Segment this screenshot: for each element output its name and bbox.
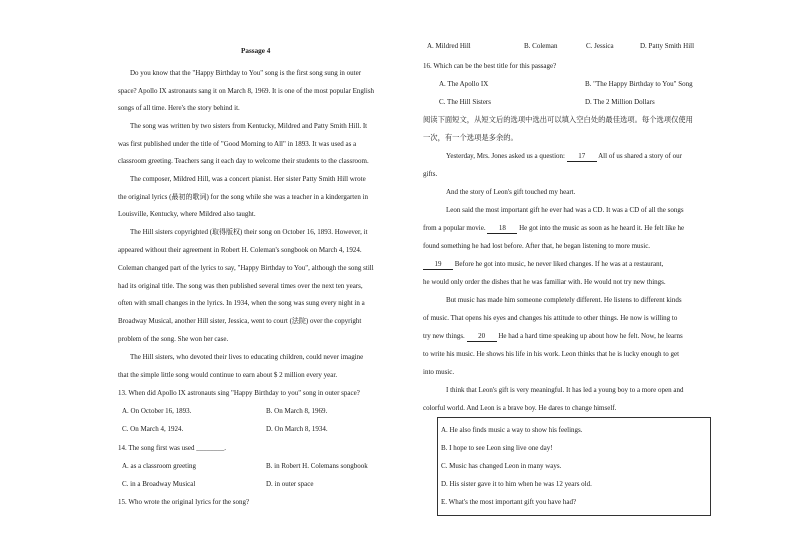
story-text: try new things. xyxy=(423,332,465,340)
paragraph-line: problem of the song. She won her case. xyxy=(118,335,229,343)
story-line: Leon said the most important gift he ever had was a CD. It was a CD of all the songs xyxy=(446,206,684,214)
paragraph-line: The composer, Mildred Hill, was a concert pianist. Her sister Patty Smith Hill wrote xyxy=(130,175,366,183)
story-text: Yesterday, Mrs. Jones asked us a question: xyxy=(446,152,565,160)
option-15a[interactable]: A. Mildred Hill xyxy=(427,42,471,50)
option-15c[interactable]: C. Jessica xyxy=(586,42,614,50)
paragraph-line: space? Apollo IX astronauts sang it on March 8, 1969. It is one of the most popular English xyxy=(118,87,375,95)
story-line: colorful world. And Leon is a brave boy. He dares to change himself. xyxy=(423,404,617,412)
option-14c[interactable]: C. in a Broadway Musical xyxy=(122,480,196,488)
paragraph-line: that the simple little song would continue to earn about $ 2 million every year. xyxy=(118,371,338,379)
box-option-c[interactable]: C. Music has changed Leon in many ways. xyxy=(441,462,562,470)
blank-20[interactable]: 20 xyxy=(467,331,497,342)
story-line xyxy=(423,331,683,342)
story-text: from a popular movie. xyxy=(423,224,486,232)
story-text: He had a hard time speaking up about how he felt. Now, he learns xyxy=(498,332,683,340)
story-line xyxy=(446,151,682,162)
story-line: into music. xyxy=(423,368,455,376)
question-16: 16. Which can be the best title for this passage? xyxy=(423,62,557,70)
box-option-d[interactable]: D. His sister gave it to him when he was 12 years old. xyxy=(441,480,592,488)
story-text: All of us shared a story of our xyxy=(598,152,682,160)
blank-19[interactable]: 19 xyxy=(423,259,453,270)
paragraph-line: often with small changes in the lyrics. In 1934, when the song was sung every night in a xyxy=(118,299,365,307)
paragraph-line: the original lyrics (最初的歌词) for the song while she was a teacher in a kindergarten in xyxy=(118,193,369,201)
question-14: 14. The song first was used ________. xyxy=(118,444,226,452)
paragraph-line: The Hill sisters, who devoted their lives to educating children, could never imagine xyxy=(130,353,364,361)
option-14b[interactable]: B. in Robert H. Colemans songbook xyxy=(266,462,368,470)
story-line: he would only order the dishes that he was familiar with. He would not try new things. xyxy=(423,278,666,286)
story-line: found something he had lost before. After that, he began listening to more music. xyxy=(423,242,651,250)
paragraph-line: had its original title. The song was then published several times over the next ten years, xyxy=(118,282,363,290)
option-16b[interactable]: B. "The Happy Birthday to You" Song xyxy=(585,80,693,88)
option-16d[interactable]: D. The 2 Million Dollars xyxy=(585,98,655,106)
paragraph-line: appeared without their agreement in Robert H. Coleman's songbook on March 4, 1924. xyxy=(118,246,362,254)
option-13a[interactable]: A. On October 16, 1893. xyxy=(122,407,192,415)
story-line xyxy=(423,259,663,270)
box-option-a[interactable]: A. He also finds music a way to show his feelings. xyxy=(441,426,583,434)
paragraph-line: The Hill sisters copyrighted (取得版权) their song on October 16, 1893. However, it xyxy=(130,228,368,236)
option-15d[interactable]: D. Patty Smith Hill xyxy=(640,42,695,50)
paragraph-line: Louisville, Kentucky, where Mildred also taught. xyxy=(118,210,256,218)
paragraph-line: was first published under the title of "Good Morning to All" in 1893. It was used as a xyxy=(118,140,357,148)
story-line: to write his music. He shows his life in his work. Leon thinks that he is lucky enough to get xyxy=(423,350,680,358)
paragraph-line: Coleman changed part of the lyrics to say, "Happy Birthday to You", although the song still xyxy=(118,264,374,272)
blank-18[interactable]: 18 xyxy=(487,223,517,234)
option-14d[interactable]: D. in outer space xyxy=(266,480,314,488)
story-line: gifts. xyxy=(423,170,438,178)
paragraph-line: classroom greeting. Teachers sang it each day to welcome their students to the classroom. xyxy=(118,157,369,165)
option-13b[interactable]: B. On March 8, 1969. xyxy=(266,407,328,415)
story-line: And the story of Leon's gift touched my heart. xyxy=(446,188,576,196)
option-13d[interactable]: D. On March 8, 1934. xyxy=(266,425,328,433)
paragraph-line: Do you know that the "Happy Birthday to You" song is the first song sung in outer xyxy=(130,69,362,77)
option-14a[interactable]: A. as a classroom greeting xyxy=(122,462,197,470)
option-15b[interactable]: B. Coleman xyxy=(524,42,558,50)
paragraph-line: Broadway Musical, another Hill sister, Jessica, went to court (法院) over the copyright xyxy=(118,317,362,325)
box-option-b[interactable]: B. I hope to see Leon sing live one day! xyxy=(441,444,553,452)
story-line: I think that Leon's gift is very meaningful. It has led a young boy to a more open and xyxy=(446,386,684,394)
option-16c[interactable]: C. The Hill Sisters xyxy=(439,98,491,106)
instruction-line: 阅读下面短文，从短文后的选项中选出可以填入空白处的最佳选项。每个选项仅使用 xyxy=(423,115,693,124)
instruction-line: 一次，有一个选项是多余的。 xyxy=(423,133,518,142)
option-16a[interactable]: A. The Apollo IX xyxy=(439,80,489,88)
paragraph-line: songs of all time. Here's the story behind it. xyxy=(118,104,240,112)
story-text: Before he got into music, he never liked changes. If he was at a restaurant, xyxy=(454,260,664,268)
option-13c[interactable]: C. On March 4, 1924. xyxy=(122,425,184,433)
paragraph-line: The song was written by two sisters from Kentucky, Mildred and Patty Smith Hill. It xyxy=(130,122,368,130)
story-line: of music. That opens his eyes and changes his attitude to other things. He now is willing to xyxy=(423,314,678,322)
story-text: He got into the music as soon as he heard it. He felt like he xyxy=(519,224,685,232)
story-line: But music has made him someone completely different. He listens to different kinds xyxy=(446,296,682,304)
story-line xyxy=(423,223,684,234)
question-13: 13. When did Apollo IX astronauts sing "Happy Birthday to you" song in outer space? xyxy=(118,389,360,397)
blank-17[interactable]: 17 xyxy=(567,151,597,162)
box-option-e[interactable]: E. What's the most important gift you have had? xyxy=(441,498,577,506)
passage-title: Passage 4 xyxy=(241,47,271,55)
question-15: 15. Who wrote the original lyrics for the song? xyxy=(118,498,250,506)
